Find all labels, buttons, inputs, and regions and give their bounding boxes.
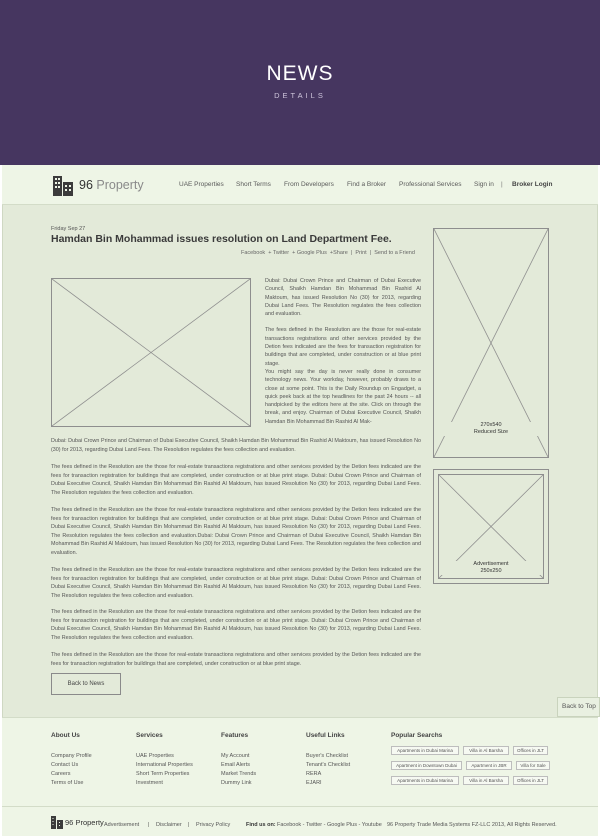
logo-name: Property	[96, 178, 144, 192]
popular-search-tag[interactable]: Apartment in Downtown Dubai	[391, 761, 462, 770]
article-paragraph: The fees defined in the Resolution are the those for real-estate transactions registrations and other services provided by the Detion fees indicated are the fees for transaction registration for buildings that are completed, under construction or at blue print stage.	[51, 652, 421, 667]
disclaimer-link[interactable]: Disclaimer	[156, 822, 182, 828]
back-to-news-button[interactable]: Back to News	[51, 673, 121, 695]
article-paragraph: The fees defined in the Resolution are the those for real-estate transactions registrations and other services provided by the Detion fees indicated are the fees for transaction registration for buildings that are completed, under construction or at blue print stage. Dubai: Dubai Crown Prince and Chairman of Dubai Executive Council, Shaikh Hamdan Bin Mohammad Bin Rashid Al Maktoum, has issued Resolution No (30) for 2013, regarding Dubai Land Fees. The Resolution regulates the fees collection and evaluation.Dubai: Dubai Crown Prince and Chairman of Dubai Executive Council, Shaikh Hamdan Bin Mohammad Bin Rashid Al Maktoum, has issued Resolution No (30) for 2013, regarding Dubai Land Fees. The Resolution regulates the fees collection and evaluation.	[51, 507, 421, 556]
share-separator: |	[369, 250, 372, 256]
ad-box-placeholder	[438, 474, 544, 579]
footer-link[interactable]: Dummy Link	[221, 780, 252, 786]
footer-link[interactable]: My Account	[221, 753, 250, 759]
footer-heading: Useful Links	[306, 732, 345, 739]
footer-link[interactable]: UAE Properties	[136, 753, 174, 759]
page-subtitle: DETAILS	[274, 91, 326, 100]
send-to-friend-link[interactable]: Send to a Friend	[374, 250, 415, 256]
logo-text	[79, 178, 144, 192]
ad-label: Advertisement	[439, 561, 543, 568]
popular-search-tag[interactable]: Villa in Al Barsha	[463, 746, 509, 755]
footer-heading: Popular Searchs	[391, 732, 443, 739]
ad-tall-placeholder[interactable]	[433, 228, 549, 458]
share-bar	[241, 250, 415, 256]
footer-logo[interactable]	[51, 815, 104, 829]
twitter-link[interactable]: + Twitter	[268, 250, 290, 256]
footer-heading: Features	[221, 732, 249, 739]
nav-short-terms[interactable]: Short Terms	[236, 181, 271, 188]
nav-find-a-broker[interactable]: Find a Broker	[347, 181, 387, 188]
popular-search-tag[interactable]: Offices in JLT	[513, 746, 548, 755]
facebook-link[interactable]: Facebook	[241, 250, 266, 256]
article-intro	[265, 277, 421, 426]
print-link[interactable]: Print	[355, 250, 367, 256]
share-separator: |	[350, 250, 353, 256]
footer-divider	[2, 806, 598, 807]
nav-from-developers[interactable]: From Developers	[284, 181, 334, 188]
footer-heading: Services	[136, 732, 163, 739]
building-icon	[52, 174, 74, 196]
broker-login-link[interactable]: Broker Login	[512, 181, 553, 188]
popular-search-tag[interactable]: Villa in Al Barsha	[463, 776, 509, 785]
footer-link[interactable]: Market Trends	[221, 771, 257, 777]
intro-paragraph: The fees defined in the Resolution are the those for real-estate transactions registrations and other services provided by the Detion fees indicated are the fees for transaction registration for buildings that are completed, under construction or at blue print stage.	[265, 327, 421, 367]
page-hero	[0, 0, 600, 165]
google-plus-link[interactable]: + Google Plus	[292, 250, 327, 256]
popular-search-tag[interactable]: Apartments in Dubai Marina	[391, 746, 459, 755]
footer-logo-name: Property	[75, 817, 104, 827]
article-paragraph: The fees defined in the Resolution are the those for real-estate transactions registrations and other services provided by the Detion fees indicated are the fees for transaction registration for buildings that are completed, under construction or at blue print stage. Dubai: Dubai Crown Prince and Chairman of Dubai Executive Council, Shaikh Hamdan Bin Mohammad Bin Rashid Al Maktoum, has issued Resolution No (30) for 2013, regarding Dubai Land Fees. The Resolution regulates the fees collection and evaluation.	[51, 464, 421, 496]
popular-search-tag[interactable]: Offices in JLT	[513, 776, 548, 785]
page-title: NEWS	[266, 62, 334, 85]
site-footer	[2, 717, 598, 836]
popular-search-tag[interactable]: Villa for Sale	[516, 761, 550, 770]
footer-link[interactable]: EJARI	[306, 780, 322, 786]
footer-separator: |	[148, 822, 150, 828]
social-links[interactable]: Facebook - Twitter - Google Plus - Youtube	[277, 822, 382, 828]
share-link[interactable]: +Share	[329, 250, 348, 256]
article-paragraph: The fees defined in the Resolution are the those for real-estate transactions registrations and other services provided by the Detion fees indicated are the fees for transaction registration for buildings that are completed, under construction or at blue print stage. Dubai: Dubai Crown Prince and Chairman of Dubai Executive Council, Shaikh Hamdan Bin Mohammad Bin Rashid Al Maktoum, has issued Resolution No (30) for 2013, regarding Dubai Land Fees. The Resolution regulates the fees collection and evaluation.	[51, 609, 421, 641]
copyright-text: 96 Property Trade Media Systems FZ-LLC 2013, All Rights Reserved.	[387, 822, 557, 828]
footer-link[interactable]: Careers	[51, 771, 71, 777]
advertisement-link[interactable]: Advertisement	[104, 822, 140, 828]
article-paragraph: Dubai: Dubai Crown Prince and Chairman of Dubai Executive Council, Shaikh Hamdan Bin Mohammad Bin Rashid Al Maktoum, has issued Resolution No (30) for 2013, regarding Dubai Land Fees. The Resolution regulates the fees collection and evaluation.	[51, 438, 421, 453]
article-title: Hamdan Bin Mohammad issues resolution on Land Department Fee.	[51, 233, 392, 245]
nav-uae-properties[interactable]: UAE Properties	[179, 181, 224, 188]
privacy-policy-link[interactable]: Privacy Policy	[196, 822, 231, 828]
footer-link[interactable]: Email Alerts	[221, 762, 251, 768]
ad-size-label: 270x540	[434, 422, 548, 429]
nav-separator: |	[501, 181, 503, 188]
footer-logo-text	[65, 818, 104, 827]
popular-search-tag[interactable]: Apartment in JBR	[466, 761, 512, 770]
footer-link[interactable]: Investment	[136, 780, 163, 786]
footer-link[interactable]: Terms of Use	[51, 780, 84, 786]
footer-link[interactable]: Buyer's Checklist	[306, 753, 349, 759]
footer-link[interactable]: Contact Us	[51, 762, 79, 768]
building-icon	[51, 815, 63, 829]
find-us-label: Find us on:	[246, 822, 276, 828]
footer-separator: |	[188, 822, 190, 828]
footer-link[interactable]: Short Term Properties	[136, 771, 190, 777]
image-placeholder-cross	[52, 279, 250, 426]
back-to-top-button[interactable]: Back to Top	[557, 697, 600, 717]
popular-search-tag[interactable]: Apartments in Dubai Marina	[391, 776, 459, 785]
ad-size-label: 250x250	[439, 568, 543, 575]
sign-in-link[interactable]: Sign in	[474, 181, 494, 188]
top-navigation	[2, 165, 598, 205]
footer-link[interactable]: Company Profile	[51, 753, 92, 759]
footer-heading: About Us	[51, 732, 80, 739]
logo-number: 96	[79, 178, 93, 192]
ad-note-label: Reduced Size	[434, 429, 548, 436]
article-image-placeholder	[51, 278, 251, 427]
ad-box-outer[interactable]	[433, 469, 549, 584]
footer-link[interactable]: RERA	[306, 771, 322, 777]
article-paragraph: The fees defined in the Resolution are the those for real-estate transactions registrations and other services provided by the Detion fees indicated are the fees for transaction registration for buildings that are completed, under construction or at blue print stage. Dubai: Dubai Crown Prince and Chairman of Dubai Executive Council, Shaikh Hamdan Bin Mohammad Bin Rashid Al Maktoum, has issued Resolution No (30) for 2013, regarding Dubai Land Fees. The Resolution regulates the fees collection and evaluation.	[51, 567, 421, 599]
footer-link[interactable]: Tenant's Checklist	[306, 762, 351, 768]
footer-link[interactable]: International Properties	[136, 762, 193, 768]
footer-logo-number: 96	[65, 817, 74, 827]
intro-paragraph: Dubai: Dubai Crown Prince and Chairman of Dubai Executive Council, Shaikh Hamdan Bin Mohammad Bin Rashid Al Maktoum, has issued Resolution No (30) for 2013, regarding Dubai Land Fees. The Resolution regulates the fees collection and evaluation.	[265, 278, 421, 318]
site-logo[interactable]	[52, 173, 144, 197]
article-date: Friday Sep 27	[51, 226, 86, 232]
nav-professional-services[interactable]: Professional Services	[399, 181, 462, 188]
intro-paragraph: You might say the day is never really done in consumer technology news. Your workday, however, probably draws to a close at some point. This is the Daily Roundup on Engadget, a quick peek back at the top headlines for the past 24 hours -- all handpicked by the editors here at the site. Click on through the break, and enjoy. Chairman of Dubai Executive Council, Shaikh Hamdan Bin Mohammad Bin Rashid Al Mak-	[265, 368, 421, 425]
